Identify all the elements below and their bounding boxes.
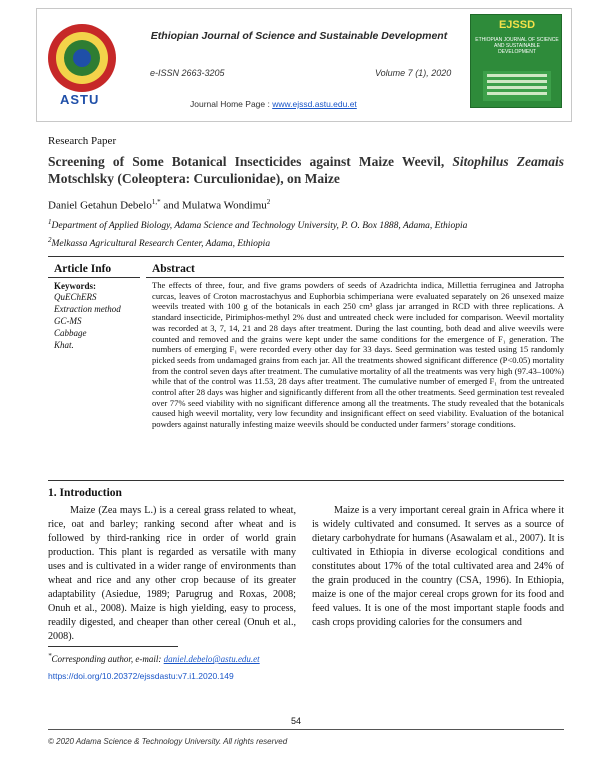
cover-title: EJSSD <box>498 19 536 31</box>
footnote-mark: * <box>48 652 52 660</box>
journal-homepage <box>190 99 357 109</box>
intro-column-1: Maize (Zea mays L.) is a cereal grass related to wheat, rice, oat and barley; ranking second after wheat and is followed by third-ranking rice in order of world grain production. This plant is regarded as versatile with many uses and is cultivated in a wider range of environments than wheat and rice and any other crop because of its greater adaptability (Asiedue, 1989; Parugrug and Roxas, 2008; Onuh et al., 2008). Maize is high yielding, easy to process, readily digested, and cheaper than other cereal (Onuh et al., 2008). <box>48 505 296 642</box>
aff2-text: Melkassa Agricultural Research Center, Adama, Ethiopia <box>51 239 271 250</box>
title-species: Sitophilus Zeamais <box>452 154 564 169</box>
info-under-rule <box>48 277 140 278</box>
abstract-bottom-rule <box>48 480 564 481</box>
keyword: Extraction method <box>54 304 121 314</box>
author-1-sup: 1,* <box>151 198 161 206</box>
keyword: GC-MS <box>54 316 82 326</box>
author-2-sup: 2 <box>266 198 271 206</box>
abstract-heading: Abstract <box>152 263 195 275</box>
footer-rule <box>48 729 564 730</box>
article-type: Research Paper <box>48 135 117 147</box>
volume: Volume 7 (1), 2020 <box>375 68 452 78</box>
copyright: © 2020 Adama Science & Technology University. All rights reserved <box>48 737 288 746</box>
cover-image <box>483 71 551 101</box>
keyword: Khat. <box>54 340 74 350</box>
authors <box>48 198 270 212</box>
keyword: Cabbage <box>54 328 87 338</box>
intro-column-2: Maize is a very important cereal grain in Africa where it is widely cultivated and consumed. It serves as a source of dietary carbohydrate for humans (Asawalam et al., 2007). It is cultivated in Ethiopia in diverse ecological conditions and constitutes about 17% of the total cultivated area and 24% of the grain produced in the country (CSA, 1996). In Ethiopia, maize is one of the major cereal crops grown for its food and feed values. It is one of the most important staple foods and cash crops providing calories for the consumers and <box>312 505 564 628</box>
cover-subtitle: ETHIOPIAN JOURNAL OF SCIENCE AND SUSTAINABLE DEVELOPMENT <box>475 37 559 55</box>
abstract-text: The effects of three, four, and five grams powders of seeds of Azadrichta indica, Millettia ferruginea and Jatropha curcas, leaves of Croton macrostachyus and Euphorbia schimperiana were evaluated separately on 26 unsexed maize weevils treated with 100 g of the botanicals in each 250 cm³ glass jar arranged in RCD with three replications. A standard insecticide, Pirimiphos-methyl 2% dust and untreated check were included for comparison. Weevil mortality was recorded at 3, 7, 14, 21 and 28 days after treatment. During the last counting, both dead and alive weevils were counted and removed and the grains were kept under the same conditions for the emergence of F₁ generation. The numbers of emerging F₁ were recorded every other day for 33 days. Seed germination was tested using 15 randomly picked seeds from undamaged grains from each jar. All the treatments showed significant difference (P<0.05) mortality from the control seven days after treatment. The cumulative mortality of all the treatments was very high (97.43–100%) while that of the control was 11.53, 28 days after treatment. The cumulative number of emerged F₁ from the untreated control after 28 days was higher and significantly different from all the other treatments. Seed germination test revealed over 77% seed viability with no significant difference among all the treatments. The study revealed that the botanicals caused high weevil mortality, very low fecundity and insignificant effect on seed viability. Evaluation of the botanical powders against naturally infesting maize weevils should be conducted under farmers’ storage conditions. <box>152 280 564 430</box>
author-1: Daniel Getahun Debelo <box>48 199 152 212</box>
footnote-text: Corresponding author, e-mail: <box>51 654 164 664</box>
affiliation-1 <box>48 218 467 231</box>
title-main: Screening of Some Botanical Insecticides against Maize Weevil, <box>48 154 453 169</box>
homepage-label: Journal Home Page : <box>190 99 273 109</box>
article-info-heading: Article Info <box>54 263 112 275</box>
issn: e-ISSN 2663-3205 <box>150 68 225 78</box>
keyword: QuEChERS <box>54 292 97 302</box>
doi-link[interactable]: https://doi.org/10.20372/ejssdastu:v7.i1.2020.149 <box>48 671 234 681</box>
aff2-sup: 2 <box>48 236 52 244</box>
logo-text: ASTU <box>60 92 100 107</box>
journal-title: Ethiopian Journal of Science and Sustainable Development <box>150 30 448 42</box>
footnote-rule <box>48 646 178 647</box>
homepage-link[interactable]: www.ejssd.astu.edu.et <box>272 99 357 109</box>
affiliation-2 <box>48 236 270 249</box>
corresponding-author-footnote <box>48 652 260 664</box>
corresponding-email-link[interactable]: daniel.debelo@astu.edu.et <box>163 654 260 664</box>
article-title <box>48 153 564 187</box>
page-number: 54 <box>291 716 302 726</box>
keywords-label: Keywords: <box>54 281 96 291</box>
journal-cover-thumbnail <box>470 14 562 108</box>
aff1-text: Department of Applied Biology, Adama Science and Technology University, P. O. Box 1888, Adama, Ethiopia <box>51 221 468 232</box>
author-and: and <box>160 199 182 212</box>
title-rest: Motschlsky (Coleoptera: Curculionidae), on Maize <box>48 171 340 186</box>
aff1-sup: 1 <box>48 218 52 226</box>
info-top-rule <box>48 256 564 257</box>
university-logo <box>44 20 120 96</box>
author-2: Mulatwa Wondimu <box>182 199 267 212</box>
introduction-heading: 1. Introduction <box>48 487 122 499</box>
abstract-under-rule <box>146 277 564 278</box>
